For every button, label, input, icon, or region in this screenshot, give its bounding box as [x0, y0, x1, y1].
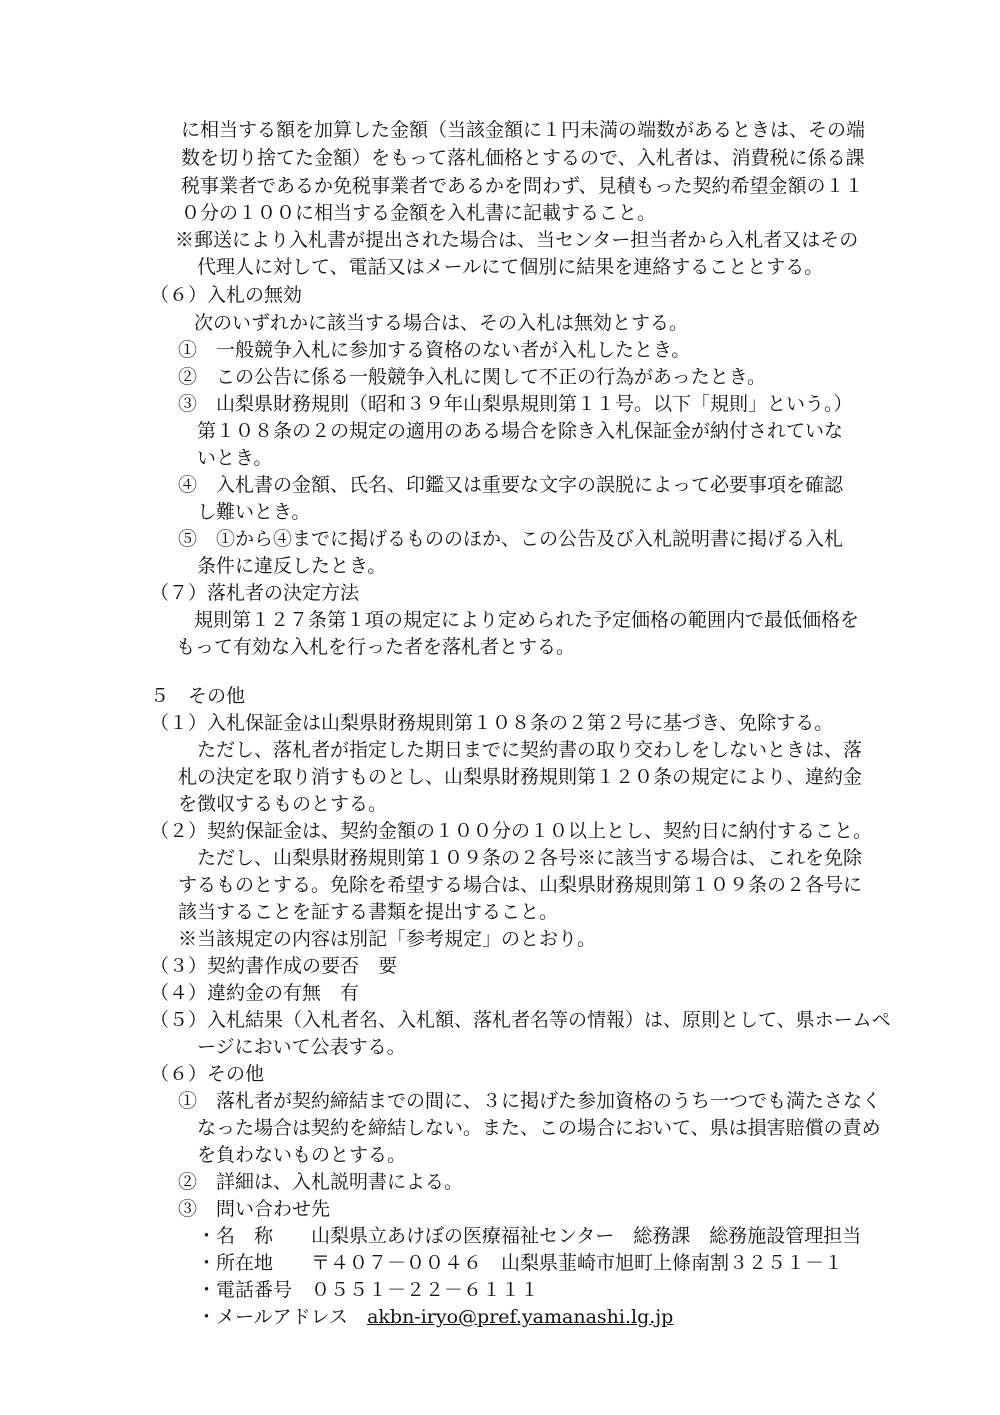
results-line-1: （５）入札結果（入札者名、入札額、落札者名等の情報）は、原則として、県ホームペ: [150, 1009, 891, 1031]
price-note-line-1: に相当する額を加算した金額（当該金額に１円未満の端数があるときは、その端: [181, 119, 866, 141]
other-sub2: ② 詳細は、入札説明書による。: [178, 1171, 464, 1193]
guarantee-note: ※当該規定の内容は別記「参考規定」のとおり。: [178, 928, 597, 950]
section5-heading: ５ その他: [150, 685, 246, 707]
other-sub1-line-3: を負わないものとする。: [197, 1144, 407, 1166]
contact-email-label: ・メールアドレス: [197, 1306, 368, 1328]
invalid-item-3-line-2: 第１０８条の２の規定の適用のある場合を除き入札保証金が納付されていな: [197, 420, 844, 442]
contact-phone: ・電話番号 ０５５１－２２－６１１１: [197, 1279, 540, 1301]
price-note-line-3: 税事業者であるか免税事業者であるかを問わず、見積もった契約希望金額の１１: [181, 175, 864, 197]
price-note-line-4: ０分の１００に相当する金額を入札書に記載すること。: [181, 202, 657, 224]
deposit-heading: （１）入札保証金は山梨県財務規則第１０８条の２第２号に基づき、免除する。: [150, 712, 834, 734]
invalid-item-3-line-1: ③ 山梨県財務規則（昭和３９年山梨県規則第１１号。以下「規則」という。）: [178, 393, 853, 415]
invalid-item-5-line-1: ⑤ ①から④までに掲げるもののほか、この公告及び入札説明書に掲げる入札: [178, 528, 844, 550]
guarantee-line-1: ただし、山梨県財務規則第１０９条の２各号※に該当する場合は、これを免除: [197, 847, 863, 869]
guarantee-heading: （２）契約保証金は、契約金額の１００分の１０以上とし、契約日に納付すること。: [150, 820, 873, 842]
other-sub1-line-2: なった場合は契約を締結しない。また、この場合において、県は損害賠償の責め: [197, 1117, 881, 1139]
deposit-line-2: 札の決定を取り消すものとし、山梨県財務規則第１２０条の規定により、違約金: [178, 766, 863, 788]
price-note-line-2: 数を切り捨てた金額）をもって落札価格とするので、入札者は、消費税に係る課: [181, 147, 865, 169]
results-line-2: ージにおいて公表する。: [197, 1036, 406, 1058]
contact-address: ・所在地 〒４０７－００４６ 山梨県韮崎市旭町上條南割３２５１－１: [197, 1252, 844, 1274]
contact-email-row: [197, 1304, 673, 1330]
contact-email-link[interactable]: akbn-iryo@pref.yamanashi.lg.jp: [367, 1306, 674, 1328]
penalty-item: （４）違約金の有無 有: [150, 982, 360, 1004]
decision-line-1: 規則第１２７条第１項の規定により定められた予定価格の範囲内で最低価格を: [194, 609, 860, 631]
invalid-heading: （６）入札の無効: [150, 284, 303, 306]
invalid-item-2: ② この公告に係る一般競争入札に関して不正の行為があったとき。: [178, 366, 767, 388]
mail-note-line-1: ※郵送により入札書が提出された場合は、当センター担当者から入札者又はその: [175, 229, 859, 251]
invalid-item-4-line-2: し難いとき。: [197, 501, 311, 523]
deposit-line-1: ただし、落札者が指定した期日までに契約書の取り交わしをしないときは、落: [197, 739, 863, 761]
decision-line-2: もって有効な入札を行った者を落札者とする。: [176, 636, 576, 658]
guarantee-line-2: するものとする。免除を希望する場合は、山梨県財務規則第１０９条の２各号に: [178, 874, 863, 896]
deposit-line-3: を徴収するものとする。: [178, 793, 388, 815]
invalid-item-1: ① 一般競争入札に参加する資格のない者が入札したとき。: [178, 339, 691, 361]
invalid-item-5-line-2: 条件に違反したとき。: [197, 555, 387, 577]
other-heading: （６）その他: [150, 1063, 265, 1085]
contract-doc-item: （３）契約書作成の要否 要: [150, 955, 398, 977]
guarantee-line-3: 該当することを証する書類を提出すること。: [178, 901, 559, 923]
invalid-intro: 次のいずれかに該当する場合は、その入札は無効とする。: [194, 312, 689, 334]
invalid-item-3-line-3: いとき。: [197, 447, 273, 469]
contact-name: ・名 称 山梨県立あけぼの医療福祉センター 総務課 総務施設管理担当: [197, 1225, 862, 1247]
decision-heading: （７）落札者の決定方法: [150, 582, 360, 604]
mail-note-line-2: 代理人に対して、電話又はメールにて個別に結果を連絡することとする。: [197, 256, 824, 278]
invalid-item-4-line-1: ④ 入札書の金額、氏名、印鑑又は重要な文字の誤脱によって必要事項を確認: [178, 474, 844, 496]
other-sub3: ③ 問い合わせ先: [178, 1198, 331, 1220]
other-sub1-line-1: ① 落札者が契約締結までの間に、３に掲げた参加資格のうち一つでも満たさなく: [178, 1090, 882, 1112]
